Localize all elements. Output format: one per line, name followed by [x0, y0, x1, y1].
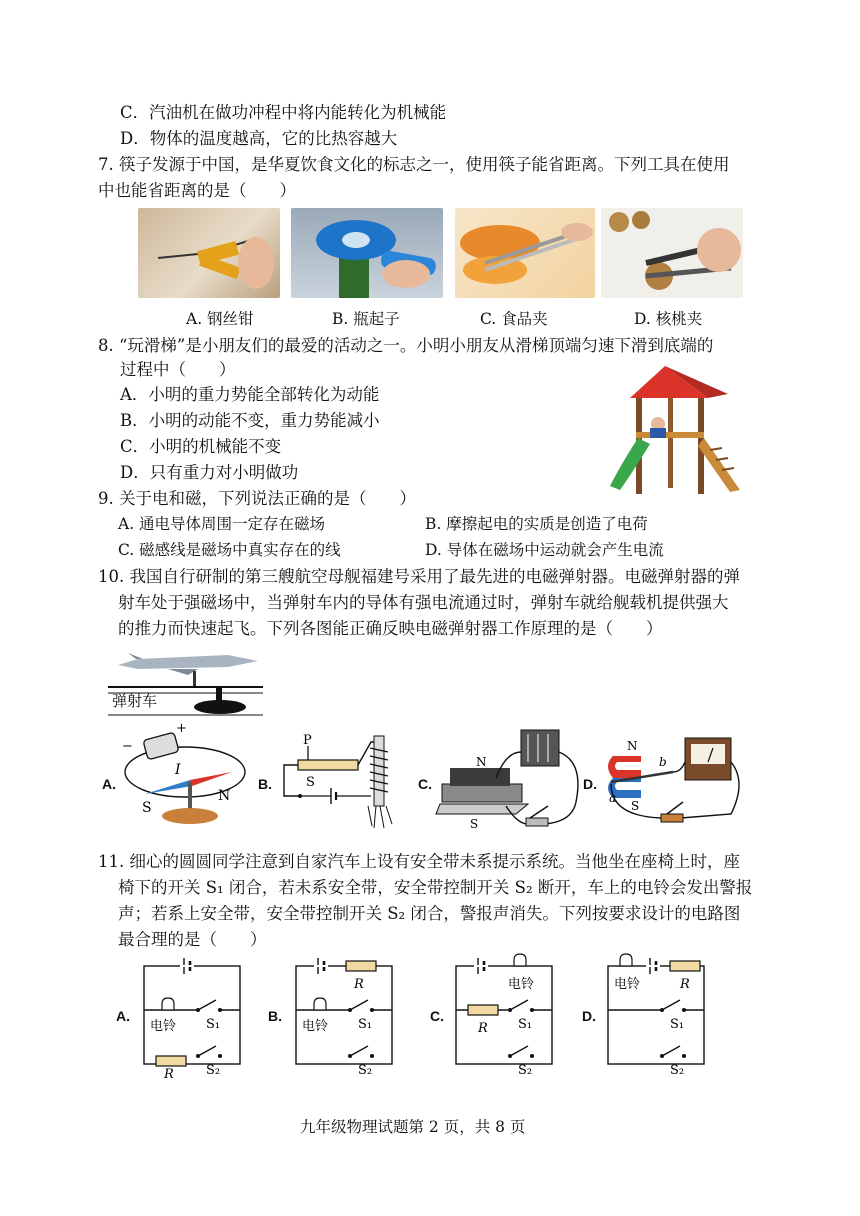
q10-letter-c: C.: [418, 776, 432, 792]
fig-a-plus: +: [176, 721, 187, 736]
circuit-c-s2: S₂: [518, 1063, 533, 1078]
fig-a-compass-coil: [120, 722, 250, 837]
fig-d-a: a: [609, 791, 617, 805]
fig-b-p: P: [303, 733, 312, 748]
circuit-b-s1: S₁: [358, 1017, 373, 1032]
circuit-b-bell: 电铃: [302, 1019, 329, 1034]
q11-stem-line4: 最合理的是（ ）: [118, 930, 267, 949]
wire-pliers-photo: [138, 208, 280, 298]
q9-option-c: C. 磁感线是磁场中真实存在的线: [118, 541, 341, 559]
q10-stem-line3: 的推力而快速起飞。下列各图能正确反映电磁弹射器工作原理的是（ ）: [118, 619, 663, 638]
circuit-d: [600, 958, 710, 1078]
q9-option-d: D. 导体在磁场中运动就会产生电流: [425, 541, 664, 559]
food-tongs-photo: [455, 208, 595, 298]
q11-stem-line1: 11. 细心的圆圆同学注意到自家汽车上设有安全带未系提示系统。当他坐在座椅上时，座: [98, 852, 740, 871]
slide-illustration: [610, 366, 745, 494]
page-footer: 九年级物理试题第 2 页，共 8 页: [300, 1118, 526, 1136]
fig-c-s: S: [470, 817, 479, 831]
q7-stem-line2: 中也能省距离的是（ ）: [98, 181, 296, 200]
q9-stem: 9. 关于电和磁，下列说法正确的是（ ）: [98, 489, 416, 508]
circuit-b: [288, 958, 398, 1078]
circuit-d-s2: S₂: [670, 1063, 685, 1078]
q6-option-c: C．汽油机在做功冲程中将内能转化为机械能: [120, 103, 447, 122]
q11-letter-b: B.: [268, 1008, 282, 1024]
fig-c-n: N: [476, 755, 487, 769]
circuit-a: [136, 958, 246, 1082]
nutcracker-photo: [601, 208, 743, 298]
circuit-d-r: R: [680, 977, 690, 992]
q7-option-c: C. 食品夹: [480, 310, 548, 328]
fig-a-s: S: [142, 800, 152, 816]
circuit-a-bell: 电铃: [150, 1019, 177, 1034]
q6-option-d: D．物体的温度越高，它的比热容越大: [120, 129, 398, 148]
q10-stem-line1: 10. 我国自行研制的第三艘航空母舰福建号采用了最先进的电磁弹射器。电磁弹射器的弹: [98, 567, 740, 586]
circuit-c-s1: S₁: [518, 1017, 533, 1032]
q9-option-b: B. 摩擦起电的实质是创造了电荷: [425, 515, 648, 533]
q8-option-a: A．小明的重力势能全部转化为动能: [120, 385, 380, 404]
q8-option-b: B．小明的动能不变，重力势能减小: [120, 411, 380, 430]
q9-option-a: A. 通电导体周围一定存在磁场: [118, 515, 326, 533]
q7-option-b: B. 瓶起子: [332, 310, 400, 328]
q11-letter-d: D.: [582, 1008, 596, 1024]
circuit-d-bell: 电铃: [614, 977, 641, 992]
q7-option-a: A. 钢丝钳: [186, 310, 254, 328]
circuit-c-bell: 电铃: [508, 977, 535, 992]
q10-letter-b: B.: [258, 776, 272, 792]
bottle-opener-photo: [291, 208, 443, 298]
fig-a-n: N: [218, 788, 231, 804]
fig-a-current: I: [175, 762, 181, 778]
q10-letter-a: A.: [102, 776, 116, 792]
q10-letter-d: D.: [583, 776, 597, 792]
fig-b-electromagnet: [276, 722, 406, 837]
circuit-a-s2: S₂: [206, 1063, 221, 1078]
circuit-c-r: R: [478, 1021, 488, 1036]
q11-letter-a: A.: [116, 1008, 130, 1024]
fig-c-motor-setup: [436, 722, 586, 837]
q11-stem-line2: 椅下的开关 S₁ 闭合，若未系安全带，安全带控制开关 S₂ 断开，车上的电铃会发出警报: [118, 878, 753, 897]
circuit-a-r: R: [164, 1067, 174, 1082]
q8-option-c: C．小明的机械能不变: [120, 437, 282, 456]
fig-a-minus: −: [122, 739, 133, 754]
fig-d-s: S: [631, 799, 640, 813]
circuit-a-s1: S₁: [206, 1017, 221, 1032]
circuit-b-r: R: [354, 977, 364, 992]
q11-stem-line3: 声；若系上安全带，安全带控制开关 S₂ 闭合，警报声消失。下列按要求设计的电路图: [118, 904, 741, 923]
q7-option-d: D. 核桃夹: [634, 310, 703, 328]
q8-option-d: D．只有重力对小明做功: [120, 463, 299, 482]
q7-stem-line1: 7. 筷子发源于中国，是华夏饮食文化的标志之一，使用筷子能省距离。下列工具在使用: [98, 155, 730, 174]
fig-d-induction-setup: [601, 722, 751, 837]
fig-b-s: S: [306, 775, 315, 790]
catapult-label: 弹射车: [112, 692, 158, 710]
fig-d-n: N: [627, 739, 638, 753]
q8-stem-line2: 过程中（ ）: [120, 360, 236, 379]
q10-stem-line2: 射车处于强磁场中，当弹射车内的导体有强电流通过时，弹射车就给舰载机提供强大: [118, 593, 729, 612]
circuit-c: [448, 958, 558, 1078]
fig-d-b: b: [659, 755, 667, 769]
q8-stem-line1: 8. “玩滑梯”是小朋友们的最爱的活动之一。小明小朋友从滑梯顶端匀速下滑到底端的: [98, 336, 714, 355]
circuit-d-s1: S₁: [670, 1017, 685, 1032]
circuit-b-s2: S₂: [358, 1063, 373, 1078]
q11-letter-c: C.: [430, 1008, 444, 1024]
